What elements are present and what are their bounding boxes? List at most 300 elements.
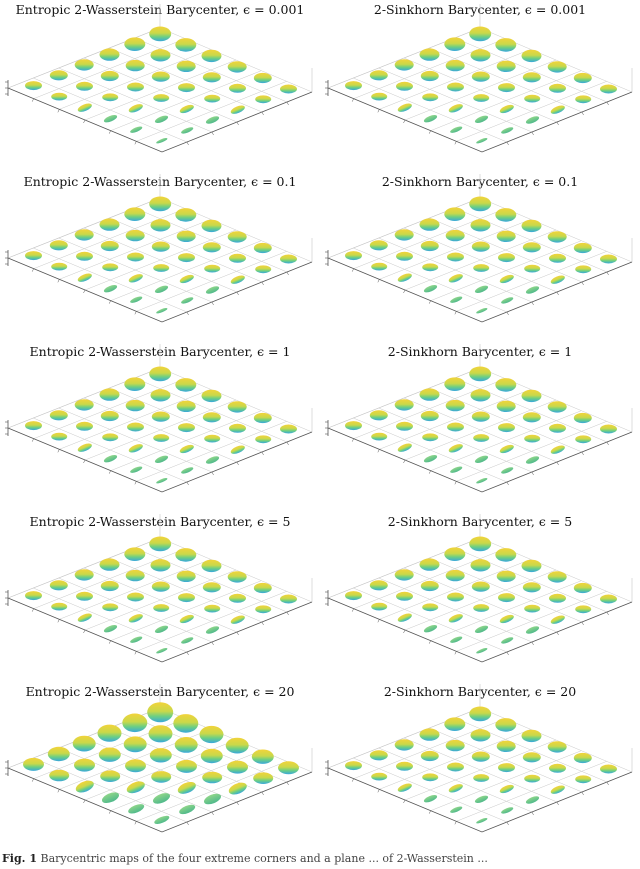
- ellipsoid-marker: [449, 635, 463, 644]
- ellipsoid-marker: [495, 718, 516, 732]
- barycenter-panel-entropic-20: [0, 680, 320, 850]
- ellipsoid-marker: [600, 595, 617, 604]
- ellipsoid-marker: [448, 102, 464, 114]
- ellipsoid-marker: [421, 241, 439, 251]
- ellipsoid-marker: [446, 570, 465, 581]
- ellipsoid-marker: [175, 38, 196, 52]
- ellipsoid-marker: [100, 48, 120, 60]
- ellipsoid-marker: [253, 772, 273, 784]
- ellipsoid-marker: [126, 60, 145, 71]
- ellipsoid-marker: [500, 296, 514, 305]
- ellipsoid-marker: [523, 412, 541, 422]
- ellipsoid-marker: [525, 115, 540, 125]
- ellipsoid-marker: [50, 410, 68, 420]
- ellipsoid-marker: [101, 241, 119, 251]
- ellipsoid-marker: [127, 253, 144, 262]
- ellipsoid-marker: [203, 72, 221, 82]
- ellipsoid-marker: [471, 559, 491, 571]
- ellipsoid-marker: [469, 367, 491, 382]
- ellipsoid-marker: [370, 240, 388, 250]
- ellipsoid-marker: [447, 763, 464, 772]
- ellipsoid-marker: [205, 455, 220, 465]
- ellipsoid-marker: [176, 760, 197, 773]
- ellipsoid-marker: [149, 537, 171, 552]
- ellipsoid-marker: [499, 783, 515, 795]
- ellipsoid-marker: [153, 94, 169, 102]
- ellipsoid-marker: [205, 115, 220, 125]
- ellipsoid-marker: [127, 83, 144, 92]
- ellipsoid-marker: [575, 95, 591, 103]
- ellipsoid-marker: [126, 570, 145, 581]
- ellipsoid-marker: [469, 197, 491, 212]
- barycenter-panel-sinkhorn-0_001: [320, 0, 640, 170]
- ellipsoid-marker: [473, 604, 489, 612]
- ellipsoid-marker: [175, 737, 198, 753]
- ellipsoid-marker: [499, 103, 515, 115]
- ellipsoid-marker: [205, 625, 220, 635]
- ellipsoid-marker: [228, 401, 247, 412]
- ellipsoid-marker: [51, 433, 67, 441]
- ellipsoid-marker: [447, 423, 464, 432]
- ellipsoid-marker: [280, 255, 297, 264]
- ellipsoid-marker: [549, 84, 566, 93]
- ellipsoid-marker: [371, 773, 387, 781]
- ellipsoid-marker: [127, 802, 146, 815]
- ellipsoid-marker: [152, 72, 170, 82]
- ellipsoid-marker: [77, 102, 93, 114]
- ellipsoid-marker: [473, 434, 489, 442]
- ellipsoid-marker: [75, 229, 94, 240]
- ellipsoid-marker: [476, 307, 488, 314]
- ellipsoid-marker: [575, 775, 591, 783]
- ellipsoid-marker: [175, 378, 196, 392]
- ellipsoid-marker: [177, 231, 196, 242]
- ellipsoid-marker: [151, 559, 171, 571]
- ellipsoid-marker: [548, 741, 567, 752]
- ellipsoid-marker: [523, 752, 541, 762]
- ellipsoid-marker: [178, 253, 195, 262]
- ellipsoid-marker: [370, 410, 388, 420]
- ellipsoid-plot: [320, 170, 640, 340]
- ellipsoid-marker: [73, 736, 96, 752]
- ellipsoid-marker: [550, 614, 566, 626]
- ellipsoid-marker: [444, 547, 465, 561]
- ellipsoid-marker: [476, 817, 488, 824]
- ellipsoid-marker: [395, 399, 414, 410]
- ellipsoid-marker: [472, 242, 490, 252]
- ellipsoid-marker: [255, 95, 271, 103]
- ellipsoid-marker: [102, 603, 118, 611]
- ellipsoid-marker: [549, 764, 566, 773]
- panel-title: 2-Sinkhorn Barycenter, ϵ = 5: [387, 514, 573, 529]
- ellipsoid-plot: [320, 510, 640, 680]
- ellipsoid-marker: [395, 59, 414, 70]
- ellipsoid-marker: [471, 219, 491, 231]
- ellipsoid-marker: [472, 412, 490, 422]
- ellipsoid-marker: [522, 560, 542, 572]
- ellipsoid-marker: [549, 254, 566, 263]
- ellipsoid-marker: [177, 571, 196, 582]
- ellipsoid-marker: [176, 780, 197, 797]
- ellipsoid-marker: [548, 571, 567, 582]
- ellipsoid-marker: [396, 762, 413, 771]
- ellipsoid-marker: [254, 583, 272, 593]
- ellipsoid-marker: [423, 453, 438, 463]
- ellipsoid-marker: [345, 251, 362, 260]
- ellipsoid-marker: [447, 593, 464, 602]
- ellipsoid-marker: [446, 60, 465, 71]
- ellipsoid-marker: [474, 114, 489, 124]
- ellipsoid-marker: [154, 114, 169, 124]
- ellipsoid-marker: [471, 729, 491, 741]
- ellipsoid-marker: [524, 95, 540, 103]
- ellipsoid-marker: [449, 125, 463, 134]
- ellipsoid-marker: [498, 593, 515, 602]
- caption-text: Barycentric maps of the four extreme corners and a plane ... of 2-Wasserstein ...: [40, 852, 488, 865]
- ellipsoid-marker: [129, 635, 143, 644]
- ellipsoid-marker: [201, 749, 223, 763]
- ellipsoid-marker: [203, 412, 221, 422]
- ellipsoid-marker: [255, 605, 271, 613]
- ellipsoid-marker: [75, 59, 94, 70]
- ellipsoid-marker: [102, 433, 118, 441]
- ellipsoid-marker: [575, 435, 591, 443]
- ellipsoid-marker: [50, 580, 68, 590]
- ellipsoid-marker: [153, 434, 169, 442]
- ellipsoid-marker: [103, 623, 118, 633]
- ellipsoid-marker: [152, 582, 170, 592]
- ellipsoid-marker: [149, 725, 173, 742]
- ellipsoid-marker: [421, 751, 439, 761]
- panel-title: 2-Sinkhorn Barycenter, ϵ = 0.1: [381, 174, 579, 189]
- ellipsoid-marker: [420, 218, 440, 230]
- ellipsoid-marker: [600, 765, 617, 774]
- ellipsoid-plot: [320, 340, 640, 510]
- ellipsoid-marker: [476, 647, 488, 654]
- ellipsoid-marker: [500, 126, 514, 135]
- ellipsoid-marker: [370, 580, 388, 590]
- ellipsoid-marker: [525, 285, 540, 295]
- panel-title: Entropic 2-Wasserstein Barycenter, ϵ = 0.1: [23, 174, 297, 189]
- ellipsoid-marker: [476, 137, 488, 144]
- ellipsoid-marker: [575, 605, 591, 613]
- ellipsoid-marker: [229, 254, 246, 263]
- ellipsoid-marker: [422, 433, 438, 441]
- ellipsoid-marker: [423, 623, 438, 633]
- ellipsoid-marker: [600, 85, 617, 94]
- ellipsoid-marker: [76, 82, 93, 91]
- ellipsoid-marker: [395, 569, 414, 580]
- ellipsoid-marker: [476, 477, 488, 484]
- ellipsoid-marker: [497, 571, 516, 582]
- ellipsoid-marker: [254, 243, 272, 253]
- ellipsoid-marker: [156, 307, 168, 314]
- ellipsoid-marker: [524, 265, 540, 273]
- ellipsoid-marker: [523, 242, 541, 252]
- barycenter-panel-entropic-0_001: [0, 0, 320, 170]
- ellipsoid-marker: [397, 102, 413, 114]
- ellipsoid-marker: [76, 252, 93, 261]
- ellipsoid-marker: [498, 763, 515, 772]
- ellipsoid-marker: [178, 83, 195, 92]
- ellipsoid-marker: [396, 422, 413, 431]
- ellipsoid-marker: [499, 443, 515, 455]
- ellipsoid-marker: [523, 582, 541, 592]
- ellipsoid-marker: [525, 625, 540, 635]
- ellipsoid-marker: [395, 739, 414, 750]
- ellipsoid-marker: [444, 717, 465, 731]
- ellipsoid-marker: [422, 603, 438, 611]
- ellipsoid-marker: [124, 207, 145, 221]
- ellipsoid-marker: [126, 400, 145, 411]
- panel-title: 2-Sinkhorn Barycenter, ϵ = 0.001: [373, 2, 587, 17]
- ellipsoid-marker: [574, 73, 592, 83]
- ellipsoid-marker: [74, 759, 95, 772]
- ellipsoid-marker: [203, 242, 221, 252]
- ellipsoid-marker: [422, 93, 438, 101]
- ellipsoid-marker: [100, 558, 120, 570]
- ellipsoid-marker: [345, 761, 362, 770]
- ellipsoid-marker: [51, 603, 67, 611]
- ellipsoid-marker: [421, 71, 439, 81]
- ellipsoid-marker: [420, 558, 440, 570]
- panel-title: 2-Sinkhorn Barycenter, ϵ = 20: [383, 684, 577, 699]
- ellipsoid-plot: [0, 510, 320, 680]
- ellipsoid-marker: [178, 423, 195, 432]
- ellipsoid-marker: [421, 581, 439, 591]
- ellipsoid-marker: [179, 273, 195, 285]
- ellipsoid-marker: [180, 466, 194, 475]
- ellipsoid-marker: [474, 624, 489, 634]
- ellipsoid-marker: [154, 454, 169, 464]
- ellipsoid-marker: [522, 390, 542, 402]
- ellipsoid-marker: [550, 444, 566, 456]
- ellipsoid-marker: [49, 770, 69, 782]
- ellipsoid-marker: [50, 70, 68, 80]
- ellipsoid-marker: [149, 367, 171, 382]
- ellipsoid-marker: [128, 442, 144, 454]
- ellipsoid-marker: [448, 782, 464, 794]
- ellipsoid-marker: [50, 240, 68, 250]
- ellipsoid-marker: [228, 61, 247, 72]
- ellipsoid-marker: [100, 388, 120, 400]
- ellipsoid-marker: [397, 612, 413, 624]
- ellipsoid-marker: [25, 591, 42, 600]
- ellipsoid-marker: [179, 613, 195, 625]
- ellipsoid-marker: [77, 442, 93, 454]
- ellipsoid-marker: [395, 229, 414, 240]
- ellipsoid-marker: [550, 784, 566, 796]
- ellipsoid-marker: [178, 803, 197, 816]
- ellipsoid-marker: [202, 390, 222, 402]
- ellipsoid-marker: [175, 548, 196, 562]
- ellipsoid-marker: [228, 571, 247, 582]
- ellipsoid-marker: [153, 264, 169, 272]
- ellipsoid-marker: [549, 424, 566, 433]
- ellipsoid-marker: [447, 253, 464, 262]
- ellipsoid-marker: [230, 274, 246, 286]
- ellipsoid-marker: [422, 773, 438, 781]
- ellipsoid-marker: [153, 604, 169, 612]
- ellipsoid-marker: [255, 265, 271, 273]
- ellipsoid-marker: [549, 594, 566, 603]
- ellipsoid-marker: [523, 72, 541, 82]
- ellipsoid-marker: [230, 444, 246, 456]
- ellipsoid-marker: [204, 435, 220, 443]
- ellipsoid-marker: [101, 581, 119, 591]
- panel-title: Entropic 2-Wasserstein Barycenter, ϵ = 20: [25, 684, 295, 699]
- panel-title: Entropic 2-Wasserstein Barycenter, ϵ = 0.001: [15, 2, 305, 17]
- ellipsoid-marker: [396, 82, 413, 91]
- ellipsoid-marker: [472, 752, 490, 762]
- ellipsoid-marker: [396, 252, 413, 261]
- ellipsoid-marker: [447, 83, 464, 92]
- ellipsoid-marker: [228, 231, 247, 242]
- ellipsoid-marker: [129, 465, 143, 474]
- ellipsoid-marker: [202, 772, 222, 784]
- ellipsoid-marker: [124, 37, 145, 51]
- panel-title: Entropic 2-Wasserstein Barycenter, ϵ = 1: [29, 344, 291, 359]
- ellipsoid-marker: [280, 85, 297, 94]
- ellipsoid-marker: [177, 61, 196, 72]
- ellipsoid-marker: [76, 422, 93, 431]
- ellipsoid-marker: [498, 423, 515, 432]
- ellipsoid-marker: [204, 95, 220, 103]
- ellipsoid-marker: [396, 592, 413, 601]
- ellipsoid-marker: [422, 263, 438, 271]
- ellipsoid-marker: [125, 779, 146, 796]
- ellipsoid-marker: [252, 750, 274, 764]
- ellipsoid-marker: [420, 388, 440, 400]
- ellipsoid-marker: [472, 582, 490, 592]
- ellipsoid-marker: [74, 778, 95, 795]
- ellipsoid-marker: [397, 782, 413, 794]
- ellipsoid-marker: [449, 465, 463, 474]
- ellipsoid-marker: [498, 253, 515, 262]
- ellipsoid-marker: [205, 285, 220, 295]
- ellipsoid-marker: [473, 264, 489, 272]
- ellipsoid-marker: [202, 220, 222, 232]
- ellipsoid-marker: [370, 750, 388, 760]
- barycenter-panel-entropic-0_1: [0, 170, 320, 340]
- ellipsoid-marker: [499, 613, 515, 625]
- ellipsoid-marker: [495, 38, 516, 52]
- ellipsoid-marker: [128, 612, 144, 624]
- ellipsoid-marker: [444, 37, 465, 51]
- ellipsoid-marker: [154, 284, 169, 294]
- ellipsoid-marker: [77, 612, 93, 624]
- ellipsoid-marker: [229, 594, 246, 603]
- ellipsoid-marker: [345, 81, 362, 90]
- ellipsoid-marker: [156, 137, 168, 144]
- ellipsoid-marker: [76, 592, 93, 601]
- ellipsoid-marker: [101, 411, 119, 421]
- ellipsoid-marker: [500, 636, 514, 645]
- ellipsoid-marker: [103, 283, 118, 293]
- ellipsoid-marker: [524, 605, 540, 613]
- ellipsoid-marker: [175, 208, 196, 222]
- ellipsoid-marker: [423, 113, 438, 123]
- ellipsoid-marker: [473, 774, 489, 782]
- panel-title: 2-Sinkhorn Barycenter, ϵ = 1: [387, 344, 573, 359]
- ellipsoid-plot: [320, 680, 640, 850]
- ellipsoid-marker: [180, 126, 194, 135]
- ellipsoid-marker: [525, 795, 540, 805]
- ellipsoid-marker: [446, 740, 465, 751]
- barycenter-panel-entropic-1: [0, 340, 320, 510]
- ellipsoid-marker: [151, 219, 171, 231]
- ellipsoid-marker: [227, 761, 248, 774]
- ellipsoid-marker: [548, 61, 567, 72]
- ellipsoid-marker: [124, 547, 145, 561]
- ellipsoid-marker: [397, 272, 413, 284]
- barycenter-panel-sinkhorn-1: [320, 340, 640, 510]
- ellipsoid-marker: [449, 295, 463, 304]
- ellipsoid-marker: [498, 83, 515, 92]
- ellipsoid-marker: [204, 265, 220, 273]
- ellipsoid-marker: [156, 477, 168, 484]
- ellipsoid-marker: [226, 738, 249, 754]
- ellipsoid-marker: [102, 263, 118, 271]
- ellipsoid-marker: [127, 423, 144, 432]
- ellipsoid-marker: [149, 197, 171, 212]
- ellipsoid-marker: [444, 207, 465, 221]
- ellipsoid-marker: [524, 435, 540, 443]
- ellipsoid-marker: [153, 814, 170, 826]
- ellipsoid-marker: [495, 548, 516, 562]
- ellipsoid-plot: [0, 0, 320, 170]
- ellipsoid-marker: [448, 612, 464, 624]
- ellipsoid-marker: [420, 48, 440, 60]
- ellipsoid-marker: [124, 377, 145, 391]
- ellipsoid-marker: [448, 272, 464, 284]
- barycenter-panel-sinkhorn-5: [320, 510, 640, 680]
- ellipsoid-marker: [99, 748, 121, 762]
- ellipsoid-marker: [397, 442, 413, 454]
- ellipsoid-marker: [574, 753, 592, 763]
- ellipsoid-marker: [152, 242, 170, 252]
- ellipsoid-marker: [128, 102, 144, 114]
- ellipsoid-marker: [151, 771, 171, 783]
- ellipsoid-marker: [522, 50, 542, 62]
- ellipsoid-marker: [575, 265, 591, 273]
- ellipsoid-marker: [500, 466, 514, 475]
- ellipsoid-marker: [23, 758, 44, 771]
- ellipsoid-marker: [122, 714, 147, 733]
- ellipsoid-marker: [100, 218, 120, 230]
- ellipsoid-marker: [474, 284, 489, 294]
- ellipsoid-marker: [522, 220, 542, 232]
- ellipsoid-marker: [202, 560, 222, 572]
- ellipsoid-marker: [129, 125, 143, 134]
- ellipsoid-marker: [103, 453, 118, 463]
- ellipsoid-marker: [497, 231, 516, 242]
- ellipsoid-marker: [600, 255, 617, 264]
- ellipsoid-marker: [127, 593, 144, 602]
- ellipsoid-marker: [154, 624, 169, 634]
- ellipsoid-marker: [147, 702, 173, 722]
- ellipsoid-plot: [320, 0, 640, 170]
- ellipsoid-marker: [151, 49, 171, 61]
- barycenter-panel-sinkhorn-20: [320, 680, 640, 850]
- ellipsoid-marker: [100, 770, 120, 782]
- ellipsoid-marker: [173, 714, 198, 733]
- ellipsoid-marker: [522, 730, 542, 742]
- ellipsoid-marker: [177, 401, 196, 412]
- ellipsoid-marker: [574, 413, 592, 423]
- ellipsoid-marker: [227, 780, 248, 797]
- ellipsoid-marker: [280, 425, 297, 434]
